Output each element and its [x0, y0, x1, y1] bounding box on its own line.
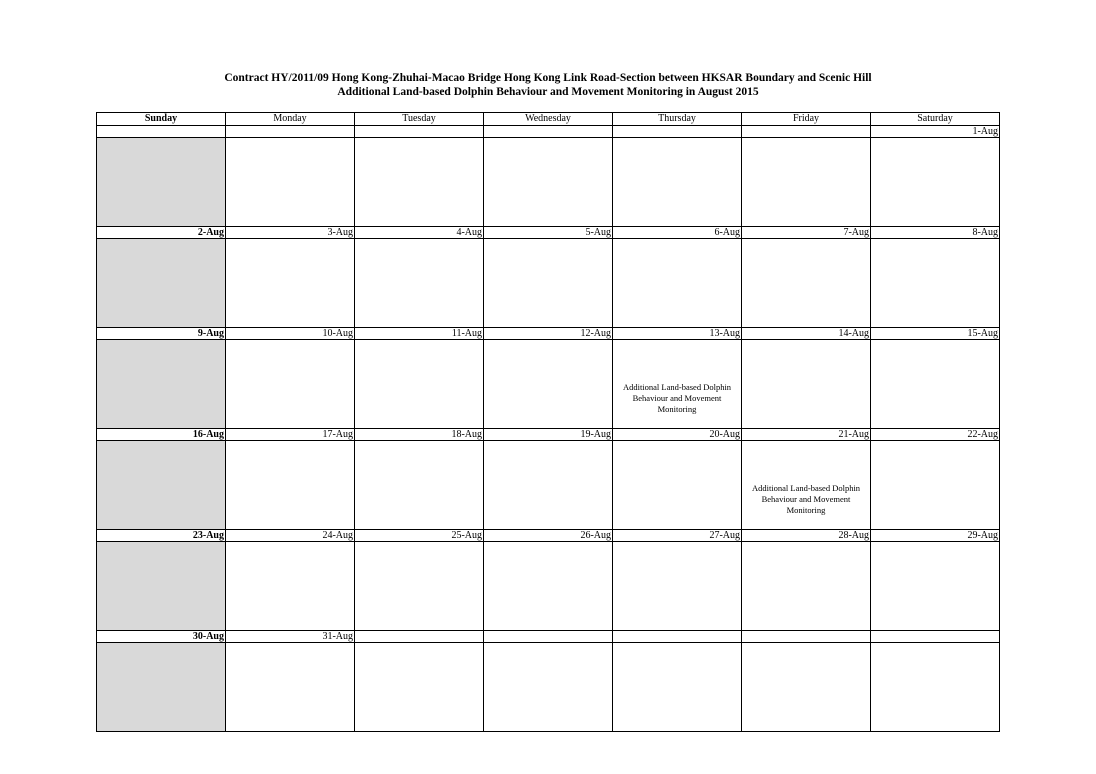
day-cell — [613, 138, 742, 227]
day-cell — [742, 542, 871, 631]
date-label: 12-Aug — [484, 328, 613, 340]
day-cell — [871, 239, 1000, 328]
week-body-row — [97, 542, 1000, 631]
day-cell — [613, 340, 742, 429]
day-cell — [226, 239, 355, 328]
day-cell — [226, 441, 355, 530]
day-cell — [484, 239, 613, 328]
weekday-header: Sunday — [97, 113, 226, 126]
day-cell — [226, 643, 355, 732]
day-cell — [613, 239, 742, 328]
date-label: 5-Aug — [484, 227, 613, 239]
day-cell — [484, 542, 613, 631]
date-label: 2-Aug — [97, 227, 226, 239]
weekday-header: Wednesday — [484, 113, 613, 126]
date-label: 28-Aug — [742, 530, 871, 542]
day-cell — [355, 441, 484, 530]
date-label — [484, 631, 613, 643]
date-label: 4-Aug — [355, 227, 484, 239]
day-cell — [226, 340, 355, 429]
day-cell — [97, 138, 226, 227]
day-cell — [484, 441, 613, 530]
day-cell — [742, 643, 871, 732]
weekday-header: Tuesday — [355, 113, 484, 126]
weekday-header: Saturday — [871, 113, 1000, 126]
date-label: 26-Aug — [484, 530, 613, 542]
day-cell — [226, 138, 355, 227]
day-cell — [97, 441, 226, 530]
date-label: 9-Aug — [97, 328, 226, 340]
day-cell — [355, 643, 484, 732]
week-date-row — [97, 227, 1000, 239]
date-label: 22-Aug — [871, 429, 1000, 441]
date-label: 24-Aug — [226, 530, 355, 542]
date-label: 13-Aug — [613, 328, 742, 340]
date-label: 7-Aug — [742, 227, 871, 239]
date-label — [613, 126, 742, 138]
date-label — [742, 631, 871, 643]
date-label: 1-Aug — [871, 126, 1000, 138]
week-body-row — [97, 441, 1000, 530]
day-cell — [97, 239, 226, 328]
event-entry: Additional Land-based Dolphin Behaviour and Movement Monitoring — [751, 483, 861, 515]
date-label: 17-Aug — [226, 429, 355, 441]
day-cell — [484, 340, 613, 429]
week-body-row — [97, 138, 1000, 227]
date-label: 19-Aug — [484, 429, 613, 441]
weekday-header: Friday — [742, 113, 871, 126]
date-label — [742, 126, 871, 138]
date-label: 16-Aug — [97, 429, 226, 441]
weekday-header-row — [97, 113, 1000, 126]
date-label: 25-Aug — [355, 530, 484, 542]
week-date-row — [97, 631, 1000, 643]
date-label: 3-Aug — [226, 227, 355, 239]
day-cell — [742, 138, 871, 227]
day-cell — [871, 340, 1000, 429]
date-label: 30-Aug — [97, 631, 226, 643]
date-label: 10-Aug — [226, 328, 355, 340]
day-cell — [871, 542, 1000, 631]
weekday-header: Monday — [226, 113, 355, 126]
date-label: 14-Aug — [742, 328, 871, 340]
calendar-grid — [96, 112, 1000, 732]
day-cell — [871, 138, 1000, 227]
day-cell — [97, 643, 226, 732]
date-label — [355, 631, 484, 643]
date-label: 31-Aug — [226, 631, 355, 643]
day-cell — [613, 542, 742, 631]
day-cell — [355, 239, 484, 328]
day-cell — [613, 643, 742, 732]
week-date-row — [97, 126, 1000, 138]
weekday-header: Thursday — [613, 113, 742, 126]
week-body-row — [97, 340, 1000, 429]
week-body-row — [97, 239, 1000, 328]
date-label: 15-Aug — [871, 328, 1000, 340]
date-label: 20-Aug — [613, 429, 742, 441]
date-label: 11-Aug — [355, 328, 484, 340]
date-label — [97, 126, 226, 138]
date-label: 23-Aug — [97, 530, 226, 542]
date-label: 27-Aug — [613, 530, 742, 542]
day-cell — [355, 542, 484, 631]
date-label: 8-Aug — [871, 227, 1000, 239]
title-line-2: Additional Land-based Dolphin Behaviour and Movement Monitoring in August 2015 — [337, 86, 759, 98]
day-cell — [742, 340, 871, 429]
week-date-row — [97, 530, 1000, 542]
day-cell — [484, 138, 613, 227]
title-line-1: Contract HY/2011/09 Hong Kong-Zhuhai-Macao Bridge Hong Kong Link Road-Section between HKSAR Boundary and Scenic Hill — [224, 72, 872, 84]
date-label — [355, 126, 484, 138]
day-cell — [355, 340, 484, 429]
date-label — [613, 631, 742, 643]
date-label: 18-Aug — [355, 429, 484, 441]
date-label — [226, 126, 355, 138]
week-date-row — [97, 328, 1000, 340]
date-label: 6-Aug — [613, 227, 742, 239]
day-cell — [613, 441, 742, 530]
day-cell — [871, 441, 1000, 530]
date-label: 21-Aug — [742, 429, 871, 441]
day-cell — [484, 643, 613, 732]
day-cell — [355, 138, 484, 227]
day-cell — [226, 542, 355, 631]
page-title — [0, 71, 1096, 99]
date-label — [484, 126, 613, 138]
day-cell — [742, 239, 871, 328]
day-cell — [871, 643, 1000, 732]
week-date-row — [97, 429, 1000, 441]
week-body-row — [97, 643, 1000, 732]
day-cell — [742, 441, 871, 530]
day-cell — [97, 542, 226, 631]
date-label — [871, 631, 1000, 643]
event-entry: Additional Land-based Dolphin Behaviour and Movement Monitoring — [622, 382, 732, 414]
date-label: 29-Aug — [871, 530, 1000, 542]
day-cell — [97, 340, 226, 429]
